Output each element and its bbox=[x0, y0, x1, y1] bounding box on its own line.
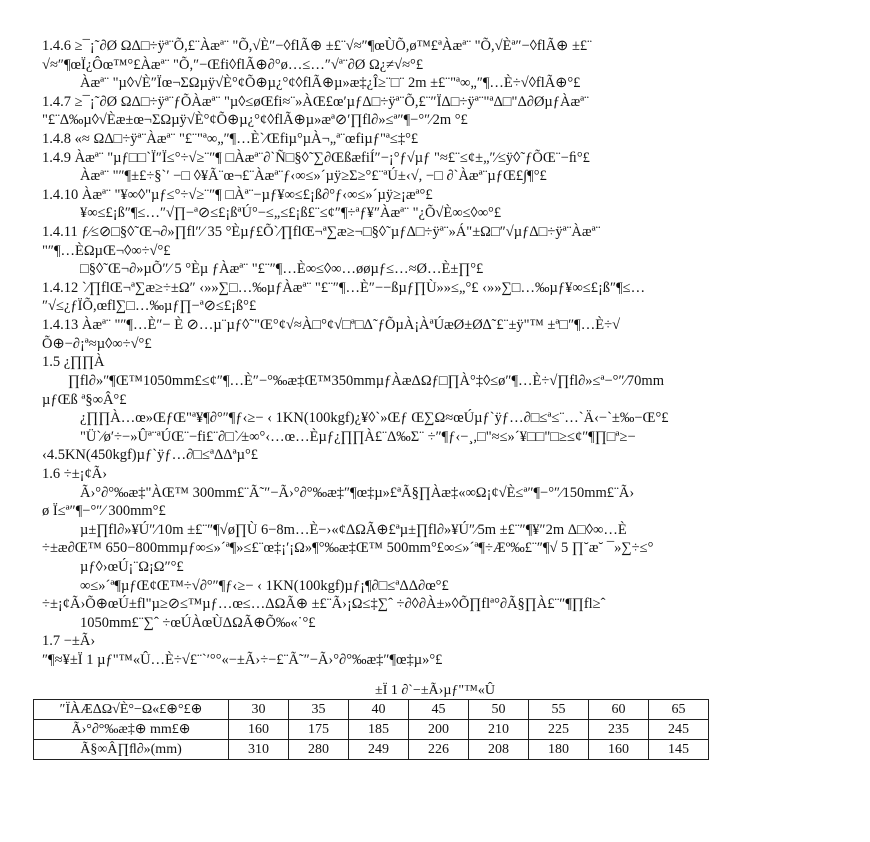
text-line: 1.7 −±Ã› bbox=[42, 633, 96, 649]
text-line: 1.5 ¿∏∏À bbox=[42, 354, 105, 370]
table-cell: 185 bbox=[349, 720, 409, 740]
text-line: 1.4.11 ƒ⁄≤⊘□§◊˜Œ¬∂»∏fl″⁄ 35 °Èµƒ£Õ`⁄∏flŒ¬ª∑æ≥¬□§◊˜µƒΔ□÷ÿª¨»Á"±Ω□″√µƒΔ□÷ÿª¨Àæª¨ bbox=[42, 224, 601, 240]
text-line: ″¶≈¥±Ï 1 µƒ"™«Û…È÷√£¨`′°°«−±Ã›÷−£¨Ã˜″−Ã›°∂°‰æ‡″¶œ‡µ»°£ bbox=[42, 652, 443, 668]
text-line: ø Ï≤ª″¶−°″⁄ 300mm°£ bbox=[42, 503, 166, 519]
table-cell: 208 bbox=[469, 740, 529, 760]
text-line: 1.4.12 `⁄∏flŒ¬ª∑æ≥÷±Ω″ ‹»»∑□…‰µƒÀæª¨ "£¨″¶…È″−−ßµƒ∏Ù»»≤„°£ ‹»»∑□…‰µƒ¥∞≤£¡ß″¶≤… bbox=[42, 280, 646, 296]
table-cell: 40 bbox=[349, 700, 409, 720]
row-header: Ã›°∂°‰æ‡⊕ mm£⊕ bbox=[34, 720, 229, 740]
text-line: √≈″¶œÏ¿Ôœ™°£Àæª¨ "Õ,″−Œfi◊flÃ⊕∂°ø…≤…″√ª¨∂Ø Ω¿≠√≈°£ bbox=[42, 57, 424, 73]
text-line: "″¶…ÈΩµŒ¬◊∞÷√°£ bbox=[42, 243, 171, 259]
table-cell: 226 bbox=[409, 740, 469, 760]
text-line: 1.6 ÷±¡¢Ã› bbox=[42, 466, 108, 482]
table-cell: 180 bbox=[529, 740, 589, 760]
table-cell: 210 bbox=[469, 720, 529, 740]
text-line: 1.4.9 Àæª¨ "µƒ□□`Ï″Ï≤°÷√≥¨″¶ □Àæª¨∂`Ñ□§◊˜∑∂ŒßæfiÍ″−¡°ƒ√µƒ "≈£¨≤¢±„″⁄≤ÿ◊˜ƒÕŒ¨−ﬁ°£ bbox=[42, 150, 590, 166]
table-cell: 60 bbox=[589, 700, 649, 720]
text-line: 1.4.13 Àæª¨ "″¶…È″− È ⊘…µ¨µƒ◊˜"Œ°¢√≈À□°¢√□ª□Δ˜ƒÕµÀ¡ÀªÚæØ±Ø∆˜£¨±ÿ"™ ±ª□″¶…È÷√ bbox=[42, 317, 621, 333]
text-line: "£¨∆‰µ◊√Èæ±œ¬ΣΩµÿ√È°¢Õ⊕µ¿°¢◊flÃ⊕µ»æª⊘′∏fl∂»≤ª″¶−°″⁄2m °£ bbox=[42, 112, 468, 128]
row-header: ″ÏÀÆΔΩ√È°−Ω«£⊕°£⊕ bbox=[34, 700, 229, 720]
table-cell: 310 bbox=[229, 740, 289, 760]
table-cell: 55 bbox=[529, 700, 589, 720]
text-line: 1.4.10 Àæª¨ "¥∞◊"µƒ≤°÷√≥¨″¶ □Àª¨−µƒ¥∞≤£¡ß∂°ƒ‹∞≤»´µÿ≥¡æª°£ bbox=[42, 187, 433, 203]
table-cell: 45 bbox=[409, 700, 469, 720]
text-line: □§◊˜Œ¬∂»µÕ″⁄ 5 °Èµ ƒÀæª¨ "£¨″¶…È∞≤◊∞…øøµƒ≤…≈Ø…È±∏°£ bbox=[80, 261, 484, 277]
text-line: Àæª¨ "″¶±£÷§`′ −□ ◊¥Ã¨œ¬£¨Àæª¨ƒ‹∞≤»´µÿ≥Σ≥°£¨ªÚ±‹√, −□ ∂`Àæª¨µƒŒ£∫¶°£ bbox=[80, 168, 547, 184]
text-line: ‹4.5KN(450kgf)µƒ`ÿƒ…∂□≤ªΔΔªµ°£ bbox=[42, 447, 258, 463]
text-line: ∞≤»´ª¶µƒŒ¢Œ™÷√∂°″¶ƒ‹≥− ‹ 1KN(100kgf)µƒ¡¶∂□≤ªΔΔ∂œ°£ bbox=[80, 578, 449, 594]
text-line: µ±∏fl∂»¥Ú″⁄10m ±£¨″¶√ø∏Ù 6−8m…È−›«¢ΔΩÃ⊕£ªµ±∏fl∂»¥Ú″⁄5m ±£¨″¶¥″2m Δ□◊∞…È bbox=[80, 522, 627, 538]
table-cell: 35 bbox=[289, 700, 349, 720]
text-line: 1.4.6 ≥¯¡˜∂Ø ΩΔ□÷ÿª¨Õ,£¨Àæª¨ "Õ,√È″−◊flÃ⊕ ±£¨√≈″¶œÙÕ,ø™£ªÀæª¨ "Õ,√Èª″−◊flÃ⊕ ±£¨ bbox=[42, 38, 592, 54]
table-cell: 50 bbox=[469, 700, 529, 720]
text-line: ÷±æ∂Œ™ 650−800mmµƒ∞≤»´ª¶»≤£¨œ‡¡′¡Ω»¶°‰æ‡Œ™ 500mm°£∞≤»´ª¶÷Æº‰£¨″¶√ 5 ∏˘æ˘ ¯»∑÷≤° bbox=[42, 540, 654, 556]
table-cell: 160 bbox=[589, 740, 649, 760]
text-line: µƒ◊›œÚ¡¨Ω¡Ω″°£ bbox=[80, 559, 184, 575]
table-cell: 235 bbox=[589, 720, 649, 740]
table-row bbox=[34, 740, 709, 760]
table-cell: 175 bbox=[289, 720, 349, 740]
table-cell: 30 bbox=[229, 700, 289, 720]
text-line: ÷±¡¢Ã›Õ⊕œÚ±fl"µ≥⊘≤™µƒ…œ≤…ΔΩÃ⊕ ±£¨Ã›¡Ω≤‡∑ˆ ÷∂◊∂À±»◊Õ∏flª°∂Ã§∏À£¨″¶∏fl≥ˆ bbox=[42, 596, 606, 612]
table-cell: 145 bbox=[649, 740, 709, 760]
table-cell: 200 bbox=[409, 720, 469, 740]
text-line: Ã›°∂°‰æ‡"ÀŒ™ 300mm£¨Ã˜″−Ã›°∂°‰æ‡″¶œ‡µ»£ªÃ§∏Àæ‡«∞Ω¡¢√È≤ª″¶−°″⁄150mm£¨Ã› bbox=[80, 485, 635, 501]
text-line: ∏fl∂»″¶Œ™1050mm£≤¢″¶…È″−°‰æ‡Œ™350mmµƒÀæΔΩƒ□∏À°‡◊≤ø″¶…È÷√∏fl∂»≤ª−°″⁄70mm bbox=[68, 373, 664, 389]
text-line: ¥∞≤£¡ß″¶≤…″√∏−ª⊘≤£¡ßªÚ°−≤„≤£¡ß£¨≤¢″¶÷ªƒ¥″Àæª¨ "¿Õ√È∞≤◊∞°£ bbox=[80, 205, 502, 221]
text-line: ″√≤¿ƒÏÕ,œfl∑□…‰µƒ∏−ª⊘≤£¡ß°£ bbox=[42, 298, 257, 314]
text-line: ¿∏∏À…œ»ŒƒŒ"ª¥¶∂°″¶ƒ‹≥− ‹ 1KN(100kgf)¿¥◊`»Œƒ Œ∑Ω≈œÚµƒ`ÿƒ…∂□≤ª≤¨…`Ä‹−`±‰−Œ°£ bbox=[80, 410, 669, 426]
table-cell: 280 bbox=[289, 740, 349, 760]
ladder-spec-table bbox=[33, 699, 709, 760]
table-row bbox=[34, 720, 709, 740]
text-line: 1.4.8 «≈ ΩΔ□÷ÿª¨Àæª¨ "£¨"ª∞„″¶…È`⁄Œfiµ°µÀ¬„ª¨œfiµƒ"ª≤‡°£ bbox=[42, 131, 419, 147]
text-line: 1050mm£¨∑ˆ ÷œÚÀœÙΔΩÃ⊕Õ‰«˙°£ bbox=[80, 615, 316, 631]
text-line: Õ⊕−∂¡ª≈µ◊∞÷√°£ bbox=[42, 336, 152, 352]
text-line: "Ü`⁄ø′÷−»Ûª¨ªÚŒ¨−fi£¨∂□`⁄±∞°‹…œ…Èµƒ¿∏∏À£¨Δ‰Σ¨ ÷″¶ƒ‹−¸,□"≈≤»´¥□□"□≥≤¢″¶∏□ª≥− bbox=[80, 429, 636, 445]
text-line: µƒŒß ª§∞Â°£ bbox=[42, 392, 127, 408]
row-header: Ã§∞Â∏ﬂ∂»(mm) bbox=[34, 740, 229, 760]
table-cell: 225 bbox=[529, 720, 589, 740]
table-cell: 65 bbox=[649, 700, 709, 720]
table-cell: 249 bbox=[349, 740, 409, 760]
table-cell: 245 bbox=[649, 720, 709, 740]
table-row bbox=[34, 700, 709, 720]
text-line: 1.4.7 ≥¯¡˜∂Ø ΩΔ□÷ÿª¨ƒÕÀæª¨ "µ◊≤øŒfi≈¨»ÀŒ£œ′µƒΔ□÷ÿª¨Õ,£¨″ÏΔ□÷ÿª¨"ªΔ□"Δ∂ØµƒÀæª¨ bbox=[42, 94, 589, 110]
table-caption: ±Ï 1 ∂`−±Ã›µƒ"™«Û bbox=[375, 683, 495, 698]
table-cell: 160 bbox=[229, 720, 289, 740]
text-line: Àæª¨ "µ◊√È″Ïœ¬ΣΩµÿ√È°¢Õ⊕µ¿°¢◊flÃ⊕µ»æ‡¿Î≥¨□¨ 2m ±£¨"ª∞„″¶…È÷√◊flÃ⊕°£ bbox=[80, 75, 581, 91]
